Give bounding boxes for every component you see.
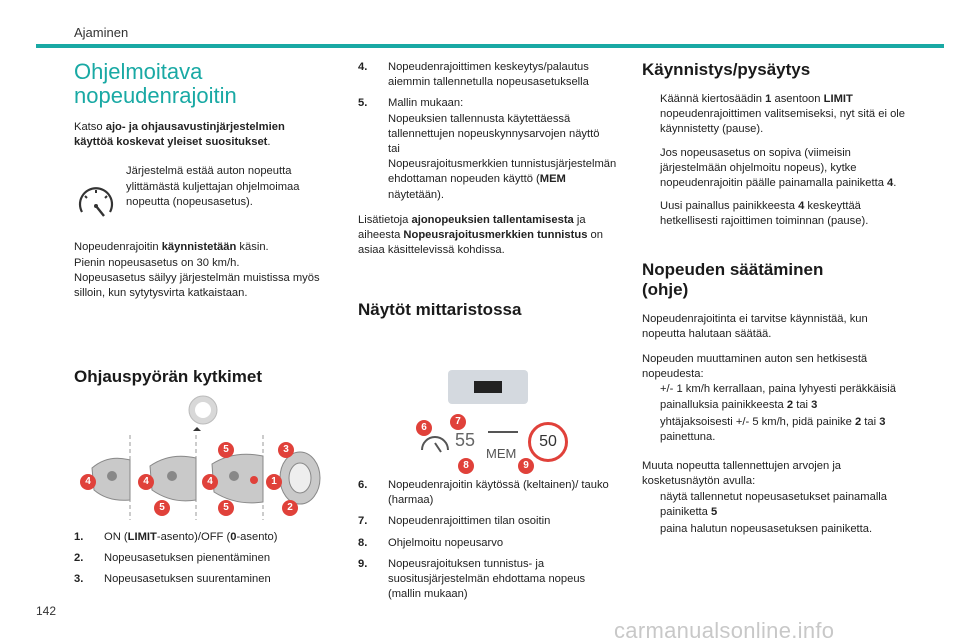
switches-heading: Ohjauspyörän kytkimet — [74, 367, 263, 387]
intro-paragraph: Katso ajo- ja ohjausavustinjärjestelmien käyttöä koskevat yleiset suositukset. — [74, 121, 285, 149]
callout-9: 9 — [518, 458, 534, 474]
adjust-paragraph: Nopeuden muuttaminen auton sen hetkisestä nopeudesta: — [642, 353, 868, 381]
page-title: Ohjelmoitava nopeudenrajoitin — [74, 59, 237, 108]
programmed-speed: 55 — [455, 430, 476, 450]
adjust-paragraph: Nopeudenrajoitinta ei tarvitse käynnistää, kun nopeutta halutaan säätää. — [642, 312, 868, 340]
cluster-screen — [448, 370, 528, 404]
header-bar — [36, 44, 944, 48]
list-item: Uusi painallus painikkeesta 4 keskeyttää hetkellisesti rajoittimen toiminnan (pause). — [642, 199, 912, 229]
list-item: Jos nopeusasetus on sopiva (viimeisin järjestelmään ohjelmoitu nopeus), kytke nopeudenrajoitin päälle painamalla painiketta 4. — [642, 146, 912, 192]
speed-limit-note — [74, 162, 324, 222]
steering-switches-figure — [78, 390, 328, 520]
list-item: yhtäjaksoisesti +/- 5 km/h, pidä painike 2 tai 3 painettuna. — [642, 415, 912, 445]
page-number: 142 — [36, 604, 57, 618]
watermark: carmanualsonline.info — [614, 618, 835, 643]
arrow — [488, 431, 518, 433]
bullet-icon — [642, 522, 660, 537]
list-item: 8. Ohjelmoitu nopeusarvo — [358, 536, 504, 549]
mem-label: MEM — [486, 446, 517, 461]
callout-4: 4 — [138, 474, 154, 490]
callout-6: 6 — [416, 420, 432, 436]
list-item: Käännä kiertosäädin 1 asentoon LIMIT nopeudenrajoittimen valitsemiseksi, nyt sitä ei ole käynnistetty (pause). — [642, 92, 912, 138]
column-1 — [74, 60, 324, 387]
activation-paragraph: Nopeudenrajoitin käynnistetään käsin. Pienin nopeusasetus on 30 km/h. Nopeusasetus säilyy järjestelmän muistissa myös silloin, kun sytytysvirta katkaistaan. — [74, 241, 320, 300]
bullet-icon — [642, 146, 660, 192]
list-item: 2. Nopeusasetuksen pienentäminen — [74, 552, 271, 565]
callout-8: 8 — [458, 458, 474, 474]
startstop-bullets — [642, 92, 912, 230]
bullet-icon — [642, 490, 660, 520]
list-item: 7. Nopeudenrajoittimen tilan osoitin — [358, 515, 551, 528]
callout-1: 1 — [266, 474, 282, 490]
bullet-icon — [642, 382, 660, 412]
callout-3: 3 — [278, 442, 294, 458]
column-2 — [358, 60, 620, 320]
callout-5: 5 — [154, 500, 170, 516]
adjust-heading: Nopeuden säätäminen (ohje) — [642, 259, 824, 299]
callout-5: 5 — [218, 500, 234, 516]
callout-7: 7 — [450, 414, 466, 430]
list-item: 9. Nopeusrajoituksen tunnistus- ja suositusjärjestelmän ehdottama nopeus (mallin mukaan) — [358, 557, 586, 601]
startstop-heading: Käynnistys/pysäytys — [642, 60, 811, 79]
list-item: 6. Nopeudenrajoitin käytössä (keltainen)/ tauko (harmaa) — [358, 479, 609, 507]
info-paragraph: Lisätietoja ajonopeuksien tallentamisesta ja aiheesta Nopeusrajoitusmerkkien tunnistus on asiaa käsittelevissä kohdissa. — [358, 213, 603, 257]
displays-heading: Näytöt mittaristossa — [358, 300, 522, 320]
section-title: Ajaminen — [74, 25, 129, 40]
bullet-icon — [642, 415, 660, 445]
speed-sign: 50 — [528, 422, 568, 462]
speedometer-icon — [76, 182, 116, 222]
bullet-icon — [642, 92, 660, 138]
callout-2: 2 — [282, 500, 298, 516]
switch-list — [74, 530, 324, 594]
list-item: 3. Nopeusasetuksen suurentaminen — [74, 573, 271, 586]
list-item: 4. Nopeudenrajoittimen keskeytys/palautus aiemmin tallennetulla nopeusasetuksella — [358, 61, 589, 89]
list-item: paina halutun nopeusasetuksen painiketta. — [642, 522, 912, 537]
touch-paragraph: Muuta nopeutta tallennettujen arvojen ja kosketusnäytön avulla: — [642, 460, 842, 488]
list-item: näytä tallennetut nopeusasetukset painamalla painiketta 5 — [642, 490, 912, 520]
cluster-display-figure — [410, 370, 580, 470]
list-item: 1. ON (LIMIT-asento)/OFF (0-asento) — [74, 531, 278, 543]
callout-5: 5 — [218, 442, 234, 458]
bullet-icon — [642, 199, 660, 229]
callout-4: 4 — [202, 474, 218, 490]
list-item: 5. Mallin mukaan: Nopeuksien tallennusta käytettäessä tallennettujen nopeuskynnysarvojen näyttö tai Nopeusrajoitusmerkkien tunnistusjärjestelmän ehdottaman nopeuden käyttö (MEM näytetään). — [358, 97, 617, 201]
list-item: +/- 1 km/h kerrallaan, paina lyhyesti peräkkäisiä painalluksia painikkeesta 2 tai 3 — [642, 382, 912, 412]
callout-4: 4 — [80, 474, 96, 490]
display-list — [358, 478, 620, 608]
note-text: Järjestelmä estää auton nopeutta ylittämästä kuljettajan ohjelmoimaa nopeutta (nopeusasetus). — [126, 165, 300, 208]
intro-link: ajo- ja ohjausavustinjärjestelmien käyttöä koskevat yleiset suositukset — [74, 121, 285, 149]
column-3 — [642, 60, 912, 545]
